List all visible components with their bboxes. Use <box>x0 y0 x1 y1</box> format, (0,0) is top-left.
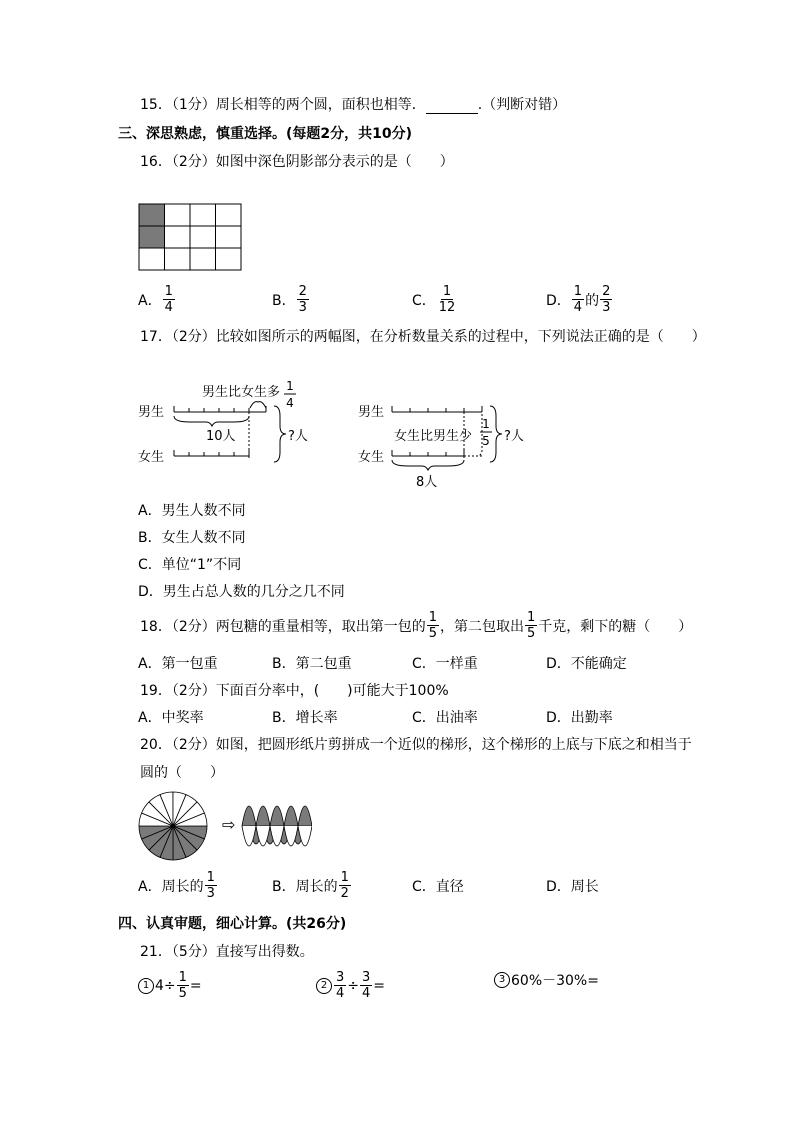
q16-stem: 16．（2分）如图中深色阴影部分表示的是（ ） <box>140 154 454 170</box>
q16-option-d[interactable]: D． $\frac{1}{4}$ 的 $\frac{2}{3}$ <box>546 284 611 315</box>
left-girls-label: 女生 <box>138 450 165 465</box>
right-total-brace <box>490 406 502 462</box>
q20-option-b[interactable]: B．周长的 $\frac{1}{2}$ <box>272 870 349 901</box>
q20-stem-line1: 20．（2分）如图，把圆形纸片剪拼成一个近似的梯形，这个梯形的上底与下底之和相当于 <box>140 737 692 753</box>
grid-cell <box>139 226 165 248</box>
grid-cell <box>139 204 165 226</box>
grid-cell <box>216 204 242 226</box>
q18-option-a[interactable]: A．第一包重 <box>138 656 218 672</box>
q18-option-b[interactable]: B．第二包重 <box>272 656 352 672</box>
grid-cell <box>139 248 165 270</box>
q18-option-d[interactable]: D．不能确定 <box>546 656 627 672</box>
right-deficit-brace <box>476 414 482 456</box>
q15: 15．（1分）周长相等的两个圆，面积也相等． .（判断对错） <box>140 97 567 113</box>
trapezoid-sector-shaded <box>270 806 284 826</box>
grid-cell <box>165 226 191 248</box>
q16-option-b[interactable]: B． $\frac{2}{3}$ <box>272 284 307 315</box>
q17-option-c[interactable]: C．单位“1”不同 <box>138 557 242 573</box>
left-count: 10人 <box>206 429 236 444</box>
q16-option-a[interactable]: A． $\frac{1}{4}$ <box>138 284 173 315</box>
right-boys-ticks <box>392 406 482 412</box>
q21-stem: 21．（5分）直接写出得数。 <box>140 944 314 960</box>
answer-blank[interactable] <box>426 99 478 114</box>
trapezoid-sector-white <box>270 826 284 846</box>
right-brace-8 <box>392 460 464 470</box>
trapezoid-sector-shaded <box>298 806 312 826</box>
q21-item-3: 3 60%－30%= <box>494 970 599 990</box>
q19-option-d[interactable]: D．出勤率 <box>546 710 613 726</box>
left-brace-10 <box>174 416 249 426</box>
trapezoid-sector-shaded <box>242 806 256 826</box>
q20-option-d[interactable]: D．周长 <box>546 879 599 895</box>
q18-option-c[interactable]: C．一样重 <box>412 656 478 672</box>
q20-figure <box>136 786 312 862</box>
q17-option-d[interactable]: D．男生占总人数的几分之几不同 <box>138 584 345 600</box>
trapezoid-sector-shaded <box>284 806 298 826</box>
q17-option-a[interactable]: A．男生人数不同 <box>138 503 246 519</box>
q19-option-a[interactable]: A．中奖率 <box>138 710 204 726</box>
right-count: 8人 <box>416 475 438 490</box>
grid-cell <box>165 204 191 226</box>
right-boys-label: 男生 <box>358 405 385 420</box>
trapezoid-sector-white <box>242 826 256 846</box>
right-girls-ticks <box>392 450 464 456</box>
q17-stem: 17．（2分）比较如图所示的两幅图，在分析数量关系的过程中，下列说法正确的是（ ） <box>140 329 706 345</box>
q17-option-b[interactable]: B．女生人数不同 <box>138 530 246 546</box>
q19-option-c[interactable]: C．出油率 <box>412 710 478 726</box>
left-total-brace <box>274 406 286 462</box>
left-boys-ticks <box>174 406 266 412</box>
trapezoid-sector-white <box>298 826 312 846</box>
q17-diagrams <box>130 370 530 495</box>
q21-item-1: 1 4÷ $\frac{1}{5}$ = <box>138 970 202 1001</box>
left-frac-den: 4 <box>286 396 294 410</box>
left-note: 男生比女生多 <box>202 385 281 400</box>
right-frac-den: 5 <box>482 434 490 448</box>
right-total: ?人 <box>504 429 524 444</box>
q16-grid-figure <box>138 203 242 271</box>
trapezoid-sector-white <box>256 826 270 846</box>
q20-option-a[interactable]: A．周长的 $\frac{1}{3}$ <box>138 870 215 901</box>
q19-option-b[interactable]: B．增长率 <box>272 710 338 726</box>
arrow-icon: ⇨ <box>222 815 236 834</box>
q16-option-c[interactable]: C． $\frac{1}{12}$ <box>412 284 456 315</box>
left-boys-label: 男生 <box>138 405 165 420</box>
right-girls-label: 女生 <box>358 450 385 465</box>
q19-stem: 19．（2分）下面百分率中，( )可能大于100% <box>140 683 449 699</box>
grid-cell <box>190 204 216 226</box>
trapezoid-sector-white <box>284 826 298 846</box>
left-extra-brace <box>250 402 266 408</box>
q21-item-2: 2 $\frac{3}{4}$ ÷ $\frac{3}{4}$ = <box>316 970 385 1001</box>
grid-cell <box>216 226 242 248</box>
grid-cell <box>190 226 216 248</box>
left-total: ?人 <box>288 429 308 444</box>
grid-cell <box>190 248 216 270</box>
trapezoid-sector-shaded <box>256 806 270 826</box>
grid-cell <box>216 248 242 270</box>
left-frac-num: 1 <box>286 379 294 393</box>
grid-cell <box>165 248 191 270</box>
q20-stem-line2: 圆的（ ） <box>140 765 224 781</box>
q18-stem: 18．（2分）两包糖的重量相等，取出第一包的 $\frac{1}{5}$ ，第二包取出 $\frac{1}{5}$ 千克，剩下的糖（ ） <box>140 610 693 641</box>
section-4-heading: 四、认真审题，细心计算。(共26分) <box>118 916 347 932</box>
right-frac-num: 1 <box>482 417 490 431</box>
right-note: 女生比男生少 <box>394 429 473 444</box>
left-girls-ticks <box>174 450 249 456</box>
q20-option-c[interactable]: C．直径 <box>412 879 464 895</box>
section-3-heading: 三、深思熟虑，慎重选择。(每题2分，共10分) <box>118 126 413 142</box>
